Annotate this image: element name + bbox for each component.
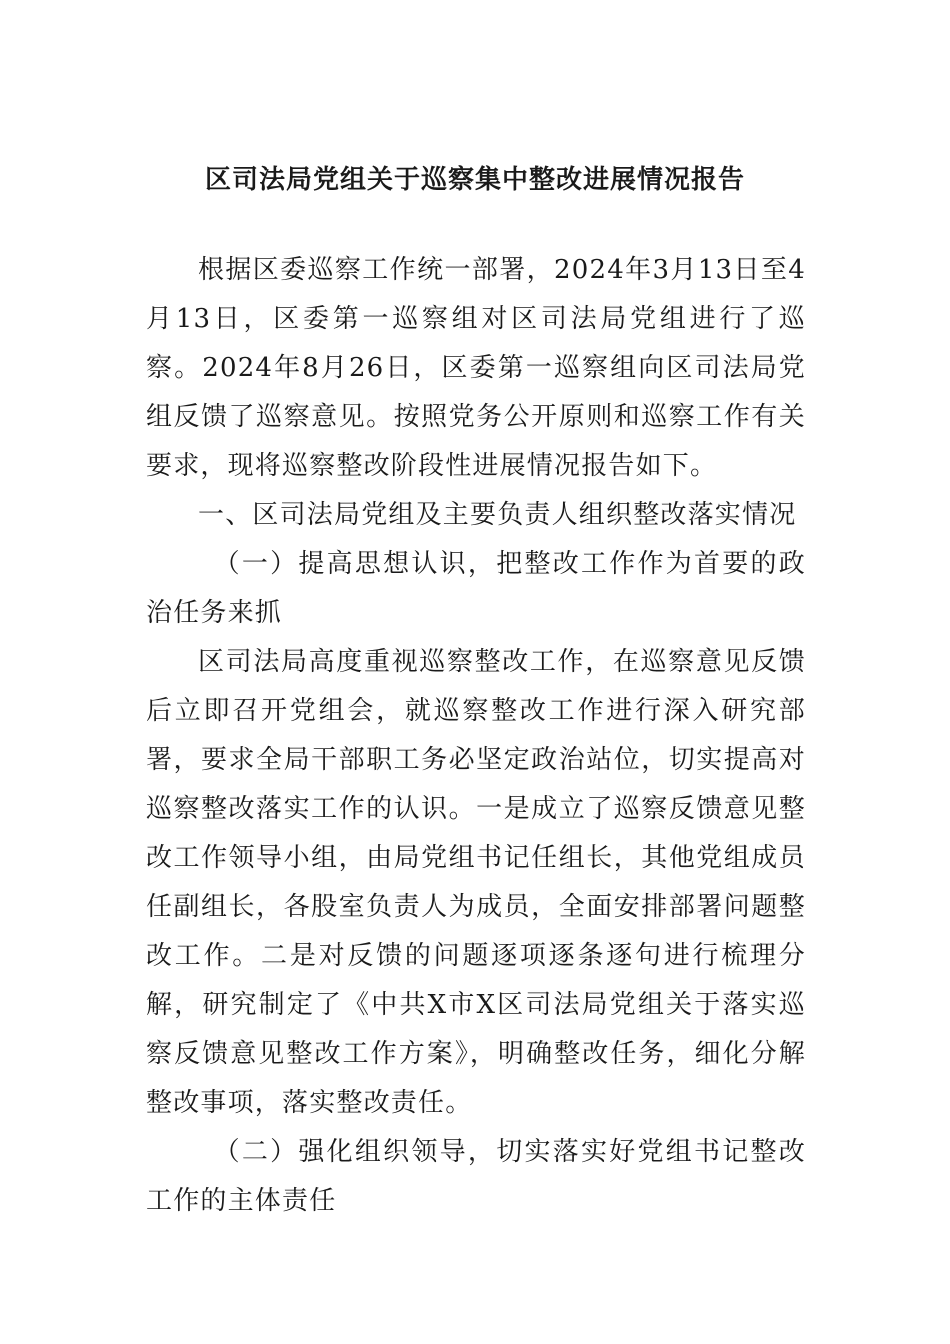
body-paragraph-1: 区司法局高度重视巡察整改工作，在巡察意见反馈后立即召开党组会，就巡察整改工作进行深入研究部署，要求全局干部职工务必坚定政治站位，切实提高对巡察整改落实工作的认识。一是成立了巡察反馈意见整改工作领导小组，由局党组书记任组长，其他党组成员任副组长，各股室负责人为成员，全面安排部署问题整改工作。二是对反馈的问题逐项逐条逐句进行梳理分解，研究制定了《中共X市X区司法局党组关于落实巡察反馈意见整改工作方案》，明确整改任务，细化分解整改事项，落实整改责任。	[146, 647, 806, 1118]
intro-paragraph: 根据区委巡察工作统一部署，2024年3月13日至4月13日，区委第一巡察组对区司法局党组进行了巡察。2024年8月26日，区委第一巡察组向区司法局党组反馈了巡察意见。按照党务公开原则和巡察工作有关要求，现将巡察整改阶段性进展情况报告如下。	[146, 255, 806, 481]
subsection-heading-1: （一）提高思想认识，把整改工作作为首要的政治任务来抓	[146, 549, 806, 628]
document-title: 区司法局党组关于巡察集中整改进展情况报告	[204, 165, 745, 195]
document-body	[146, 246, 806, 1226]
section-heading-1: 一、区司法局党组及主要负责人组织整改落实情况	[198, 500, 797, 530]
subsection-heading-2: （二）强化组织领导，切实落实好党组书记整改工作的主体责任	[146, 1137, 806, 1216]
